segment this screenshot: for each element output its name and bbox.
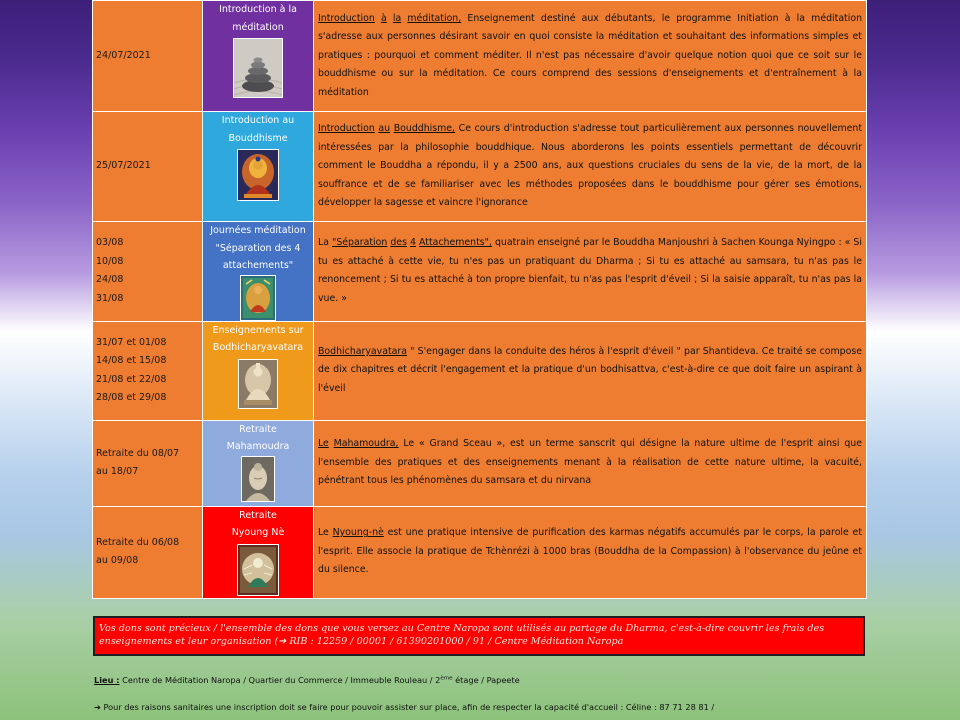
event-title: Journées méditation "Séparation des 4 attachements" [210, 225, 306, 271]
description-text: Ce cours d'introduction s'adresse tout particulièrement aux personnes nouvellement intéressées par la philosophie bouddhique. Nous aborderons les points essentiels permettant de découvrir comment le Bouddha a répondu, il y a 2500 ans, aux questions cruciales du sens de la vie, de la mort, de la souffrance et de se familiariser avec les méthodes proposées dans le bouddhisme pour gérer ses émotions, développer la sagesse et vaincre l'ignorance [318, 123, 862, 209]
date-cell: 25/07/2021 [93, 112, 203, 222]
event-title: Enseignements sur Bodhicharyavatara [212, 324, 304, 353]
description-text: Le « Grand Sceau », est un terme sanscrit qui désigne la nature ultime de l'esprit ainsi que l'ensemble des pratiques et des enseignements menant à la réalisation de cette nature ultime, la vacuité, pénétrant tous les phénomènes du samsara et du nirvana [318, 438, 863, 487]
event-title: Introduction au Bouddhisme [221, 115, 295, 144]
description-lead: Introduction [318, 123, 375, 135]
description-cell: Le Nyoung-nè est une pratique intensive de purification des karmas négatifs accumulés par le corps, la parole et l'esprit. Elle associe la pratique de Tchènrézi à 1000 bras (Bouddha de la Compassion) à l'observance du jeûne et du silence. [314, 506, 867, 598]
table-row [93, 321, 867, 420]
title-cell [203, 222, 314, 322]
table-row [93, 506, 867, 598]
description-cell: Introduction à la méditation, Enseignement destiné aux débutants, le programme Initiation à la méditation s'adresse aux personnes désirant savoir en quoi consiste la méditation et souhaitant des informations simples et pratiques : pourquoi et comment méditer. Il n'est pas nécessaire d'avoir quelque notion quoi que ce soit sur le bouddhisme ou sur la méditation. Ce cours comprend des sessions d'enseignements et d'entraînement à la méditation [314, 1, 867, 112]
description-cell [314, 321, 867, 420]
description-lead: Le [318, 438, 329, 450]
description-cell: La "Séparation des 4 Attachements", quatrain enseigné par le Bouddha Manjoushri à Sachen Kounga Nyingpo : « Si tu es attaché à cette vie, tu n'es pas un pratiquant du Dharma ; Si tu es attaché au samsara, tu n'as pas le renoncement ; Si tu es attaché à ton propre bienfait, tu n'as pas l'esprit d'éveil ; Si la saisie apparaît, tu n'as pas la vue. » [314, 222, 867, 322]
description-lead: Nyoung-nè [332, 527, 384, 539]
buddha-statue-icon [241, 456, 275, 502]
table-row [93, 222, 867, 322]
date-cell: 24/07/2021 [93, 1, 203, 112]
table-row [93, 1, 867, 112]
description-text: " S'engager dans la conduite des héros à l'esprit d'éveil " par Shantideva. Ce traité se compose de dix chapitres et décrit l'engagement et la pratique d'un bodhisattva, c'est-à-dire ce que doit faire un aspirant à l'éveil [318, 345, 862, 394]
title-cell [203, 506, 314, 598]
description-text: quatrain enseigné par le Bouddha Manjoushri à Sachen Kounga Nyingpo : « Si tu es attaché à cette vie, tu n'es pas un pratiquant du Dharma ; Si tu es attaché au samsara, tu n'as pas le renoncement ; Si tu es attaché à ton propre bienfait, tu n'as pas l'esprit d'éveil ; Si la saisie apparaît, tu n'as pas la vue. » [318, 237, 862, 304]
date-cell: Retraite du 08/07 au 18/07 [93, 420, 203, 506]
registration-notice: ➔ Pour des raisons sanitaires une inscription doit se faire pour pouvoir assister sur place, afin de respecter la capacité d'accueil : Céline : 87 71 28 81 / [94, 702, 715, 712]
arrow-right-icon: ➔ [94, 702, 101, 712]
date-cell: 31/07 et 01/08 14/08 et 15/08 21/08 et 22/08 28/08 et 29/08 [93, 321, 203, 420]
bodhisattva-statue-icon [238, 359, 278, 409]
manjushri-thangka-icon [240, 275, 276, 321]
title-cell [203, 1, 314, 112]
location-line: Lieu : Centre de Méditation Naropa / Quartier du Commerce / Immeuble Rouleau / 2ème étage / Papeete [94, 675, 520, 685]
donation-note: Vos dons sont précieux / l'ensemble des dons que vous versez au Centre Naropa sont utilisés au partage du Dharma, c'est-à-dire couvrir les frais des enseignements et leur organisation (➔ RIB : 12259 / 00001 / 61390201000 / 91 / Centre Méditation Naropa [93, 616, 865, 656]
title-cell [203, 321, 314, 420]
stacked-stones-icon [233, 38, 283, 98]
description-lead: Bodhicharyavatara [318, 345, 407, 357]
title-cell [203, 420, 314, 506]
table-row [93, 112, 867, 222]
schedule-table [92, 0, 867, 599]
description-lead: Introduction [318, 12, 375, 24]
description-cell: Le Mahamoudra, Le « Grand Sceau », est un terme sanscrit qui désigne la nature ultime de l'esprit ainsi que l'ensemble des pratiques et des enseignements menant à la réalisation de cette nature ultime, la vacuité, pénétrant tous les phénomènes du samsara et du nirvana [314, 420, 867, 506]
rib-info: RIB : 12259 / 00001 / 61390201000 / 91 / Centre Méditation Naropa [286, 636, 624, 647]
event-title: Retraite Mahamoudra [226, 423, 290, 452]
date-cell: 03/08 10/08 24/08 31/08 [93, 222, 203, 322]
title-cell [203, 112, 314, 222]
buddha-painting-icon [237, 149, 279, 201]
description-text: est une pratique intensive de purification des karmas négatifs accumulés par le corps, la parole et l'esprit. Elle associe la pratique de Tchènrézi à 1000 bras (Bouddha de la Compassion) à l'observance du jeûne et du silence. [318, 527, 863, 576]
description-cell: Introduction au Bouddhisme, Ce cours d'introduction s'adresse tout particulièrement aux personnes nouvellement intéressées par la philosophie bouddhique. Nous aborderons les points essentiels permettant de découvrir comment le Bouddha a répondu, il y a 2500 ans, aux questions cruciales du sens de la vie, de la mort, de la souffrance et de se familiariser avec les méthodes proposées dans le bouddhisme pour gérer ses émotions, développer la sagesse et vaincre l'ignorance [314, 112, 867, 222]
chenrezig-thangka-icon [237, 544, 279, 596]
event-title: Introduction à la méditation [219, 4, 297, 33]
description-text: Enseignement destiné aux débutants, le programme Initiation à la méditation s'adresse aux personnes désirant savoir en quoi consiste la méditation et souhaitant des informations simples et pratiques : pourquoi et comment méditer. Il n'est pas nécessaire d'avoir quelque notion quoi que ce soit sur le bouddhisme ou sur la méditation. Ce cours comprend des sessions d'enseignements et d'entraînement à la méditation [318, 12, 863, 98]
date-cell: Retraite du 06/08 au 09/08 [93, 506, 203, 598]
description-lead: "Séparation [332, 237, 388, 249]
event-title: Retraite Nyoung Nè [231, 509, 285, 538]
arrow-right-icon: ➔ [278, 636, 287, 647]
table-row [93, 420, 867, 506]
